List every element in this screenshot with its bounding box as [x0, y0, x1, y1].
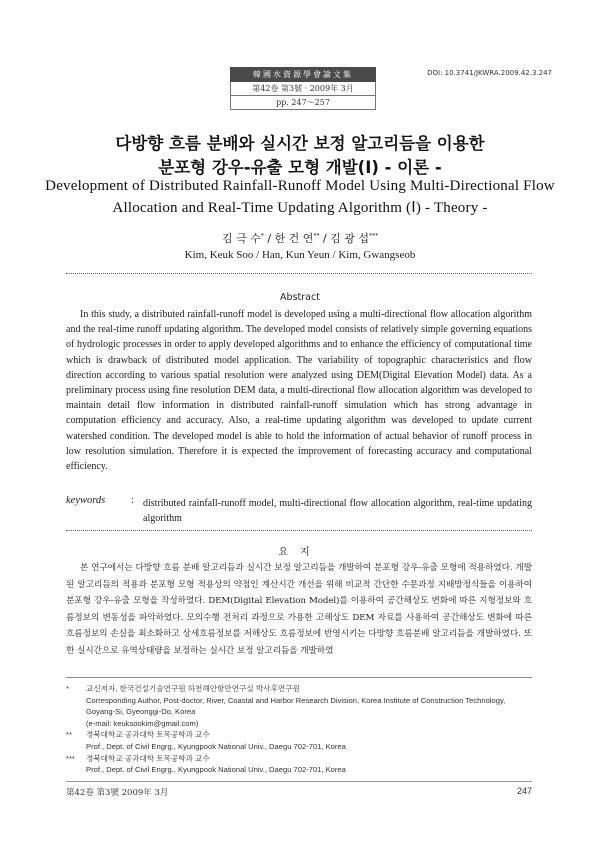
author-3-mark: *** — [369, 232, 379, 240]
footnote-3-korean: 경북대학교 공과대학 토목공학과 교수 — [86, 753, 210, 763]
doi-link[interactable]: DOI: 10.3741/JKWRA.2009.42.3.247 — [427, 69, 552, 77]
footnote-3-english: Prof., Dept. of Civil Engrg., Kyungpook National Univ., Daegu 702-701, Korea — [86, 765, 346, 775]
footnote-mark: *** — [66, 753, 75, 763]
footnote-1-email[interactable]: (e-mail: keuksookim@gmail.com) — [86, 718, 199, 728]
footer-issue: 第42卷 第3號 2009年 3月 — [66, 788, 169, 798]
korean-title-line-2: 분포형 강우-유출 모형 개발(Ⅰ) - 이론 - — [158, 158, 442, 177]
footnote-3 — [66, 753, 536, 765]
header-divider — [66, 273, 532, 274]
korean-authors — [0, 230, 600, 246]
author-separator: / — [263, 232, 275, 245]
footnote-1-korean: 교신저자, 한국건설기술연구원 하천해안항만연구실 박사후연구원 — [86, 684, 300, 693]
keywords-colon: : — [131, 495, 134, 506]
english-title-line-2: Allocation and Real-Time Updating Algorithm (Ⅰ) - Theory - — [112, 200, 488, 216]
page-number: 247 — [516, 786, 532, 796]
journal-info-box — [230, 67, 376, 110]
english-authors: Kim, Keuk Soo / Han, Kun Yeun / Kim, Gwangseob — [184, 249, 416, 261]
korean-title-line-1: 다방향 흐름 분배와 실시간 보정 알고리듬을 이용한 — [115, 134, 485, 153]
footnote-mark: ** — [66, 730, 72, 740]
author-2-mark: ** — [313, 232, 320, 240]
journal-pages: pp. 247～257 — [230, 96, 376, 110]
footnote-2-english: Prof., Dept. of Civil Engrg., Kyungpook National Univ., Daegu 702-701, Korea — [86, 741, 346, 751]
abstract-text: In this study, a distributed rainfall-runoff model is developed using a multi-directional flow allocation algorithm and the real-time runoff updating algorithm. The developed model consists of relatively simple governing equations of hydrologic processes in order to apply developed algorithms and to enhance the efficiency of computational time which is drawback of distributed model application. The variability of topographic characteristics and flow direction according to various spatial resolution were analyzed using DEM(Digital Elevation Model) data. As a preliminary process using fine resolution DEM data, a multi-directional flow allocation algorithm was developed to maintain detail flow information in distributed rainfall-runoff simulation which has strong advantage in computation efficiency and accuracy. Also, a real-time updating algorithm was developed to update current watershed condition. The developed model is able to hold the information of actual behavior of runoff process in low resolution simulation. Therefore it is expected the improvement of forecasting accuracy and computational efficiency. — [66, 309, 532, 473]
author-1-mark: * — [260, 232, 264, 240]
author-2: 한 건 연 — [274, 232, 314, 245]
footnote-mark: * — [66, 684, 69, 693]
korean-summary-text: 본 연구에서는 다방향 흐름 분배 알고리듬과 실시간 보정 알고리듬을 개발하여 분포형 강우-유출 모형에 적용하였다. 개발된 알고리듬의 적용과 분포형 모형 적용상의 약점인 계산시간 개선을 위해 비교적 간단한 수문과정 지배방정식들을 이용하여 분포형 강우-유출 모형을 작성하였다. DEM(Digital Elevation Model)를 이용하여 공간해상도 변화에 따른 지형정보와 흐름정보의 변동성을 파악하였다. 모의수행 전처리 과정으로 가용한 고해상도 DEM 자료를 사용하여 공간해상도 변화에 따른 흐름정보의 손실을 최소화하고 상세흐름정보를 저해상도 흐름정보에 반영시키는 다방향 흐름분배 알고리듬을 개발하였다. 또한 실시간으로 유역상태량을 보정하는 실시간 보정 알고리듬을 개발하였 — [66, 563, 532, 656]
keywords-label: keywords — [66, 495, 106, 506]
korean-summary-heading: 요지 — [278, 547, 322, 558]
footnotes — [66, 683, 536, 776]
footnote-2 — [66, 729, 536, 741]
journal-volume-issue: 第42卷 第3號 · 2009年 3月 — [230, 82, 376, 96]
footnote-1-english-line-2: Goyang-Si, Gyeonggi-Do, Korea — [86, 707, 196, 717]
footnote-1-english-line-1: Corresponding Author, Post-doctor, River, Coastal and Harbor Research Division, Korea Institute of Construction Technology, — [86, 695, 506, 705]
footnote-divider — [66, 677, 532, 678]
author-separator: / — [319, 232, 331, 245]
english-title-line-1: Development of Distributed Rainfall-Runoff Model Using Multi-Directional Flow — [45, 178, 555, 194]
abstract-heading: Abstract — [280, 292, 320, 303]
journal-name: 韓國水資源學會論文集 — [230, 67, 376, 82]
keywords-text: distributed rainfall-runoff model, multi-directional flow allocation algorithm, real-time updating algorithm — [143, 498, 532, 524]
author-1: 김 극 수 — [221, 232, 261, 245]
footnote-1 — [66, 683, 536, 695]
footer-divider — [66, 781, 532, 782]
footnote-2-korean: 경북대학교 공과대학 토목공학과 교수 — [86, 730, 210, 740]
author-3: 김 광 섭 — [330, 232, 370, 245]
keywords-divider — [66, 530, 532, 531]
